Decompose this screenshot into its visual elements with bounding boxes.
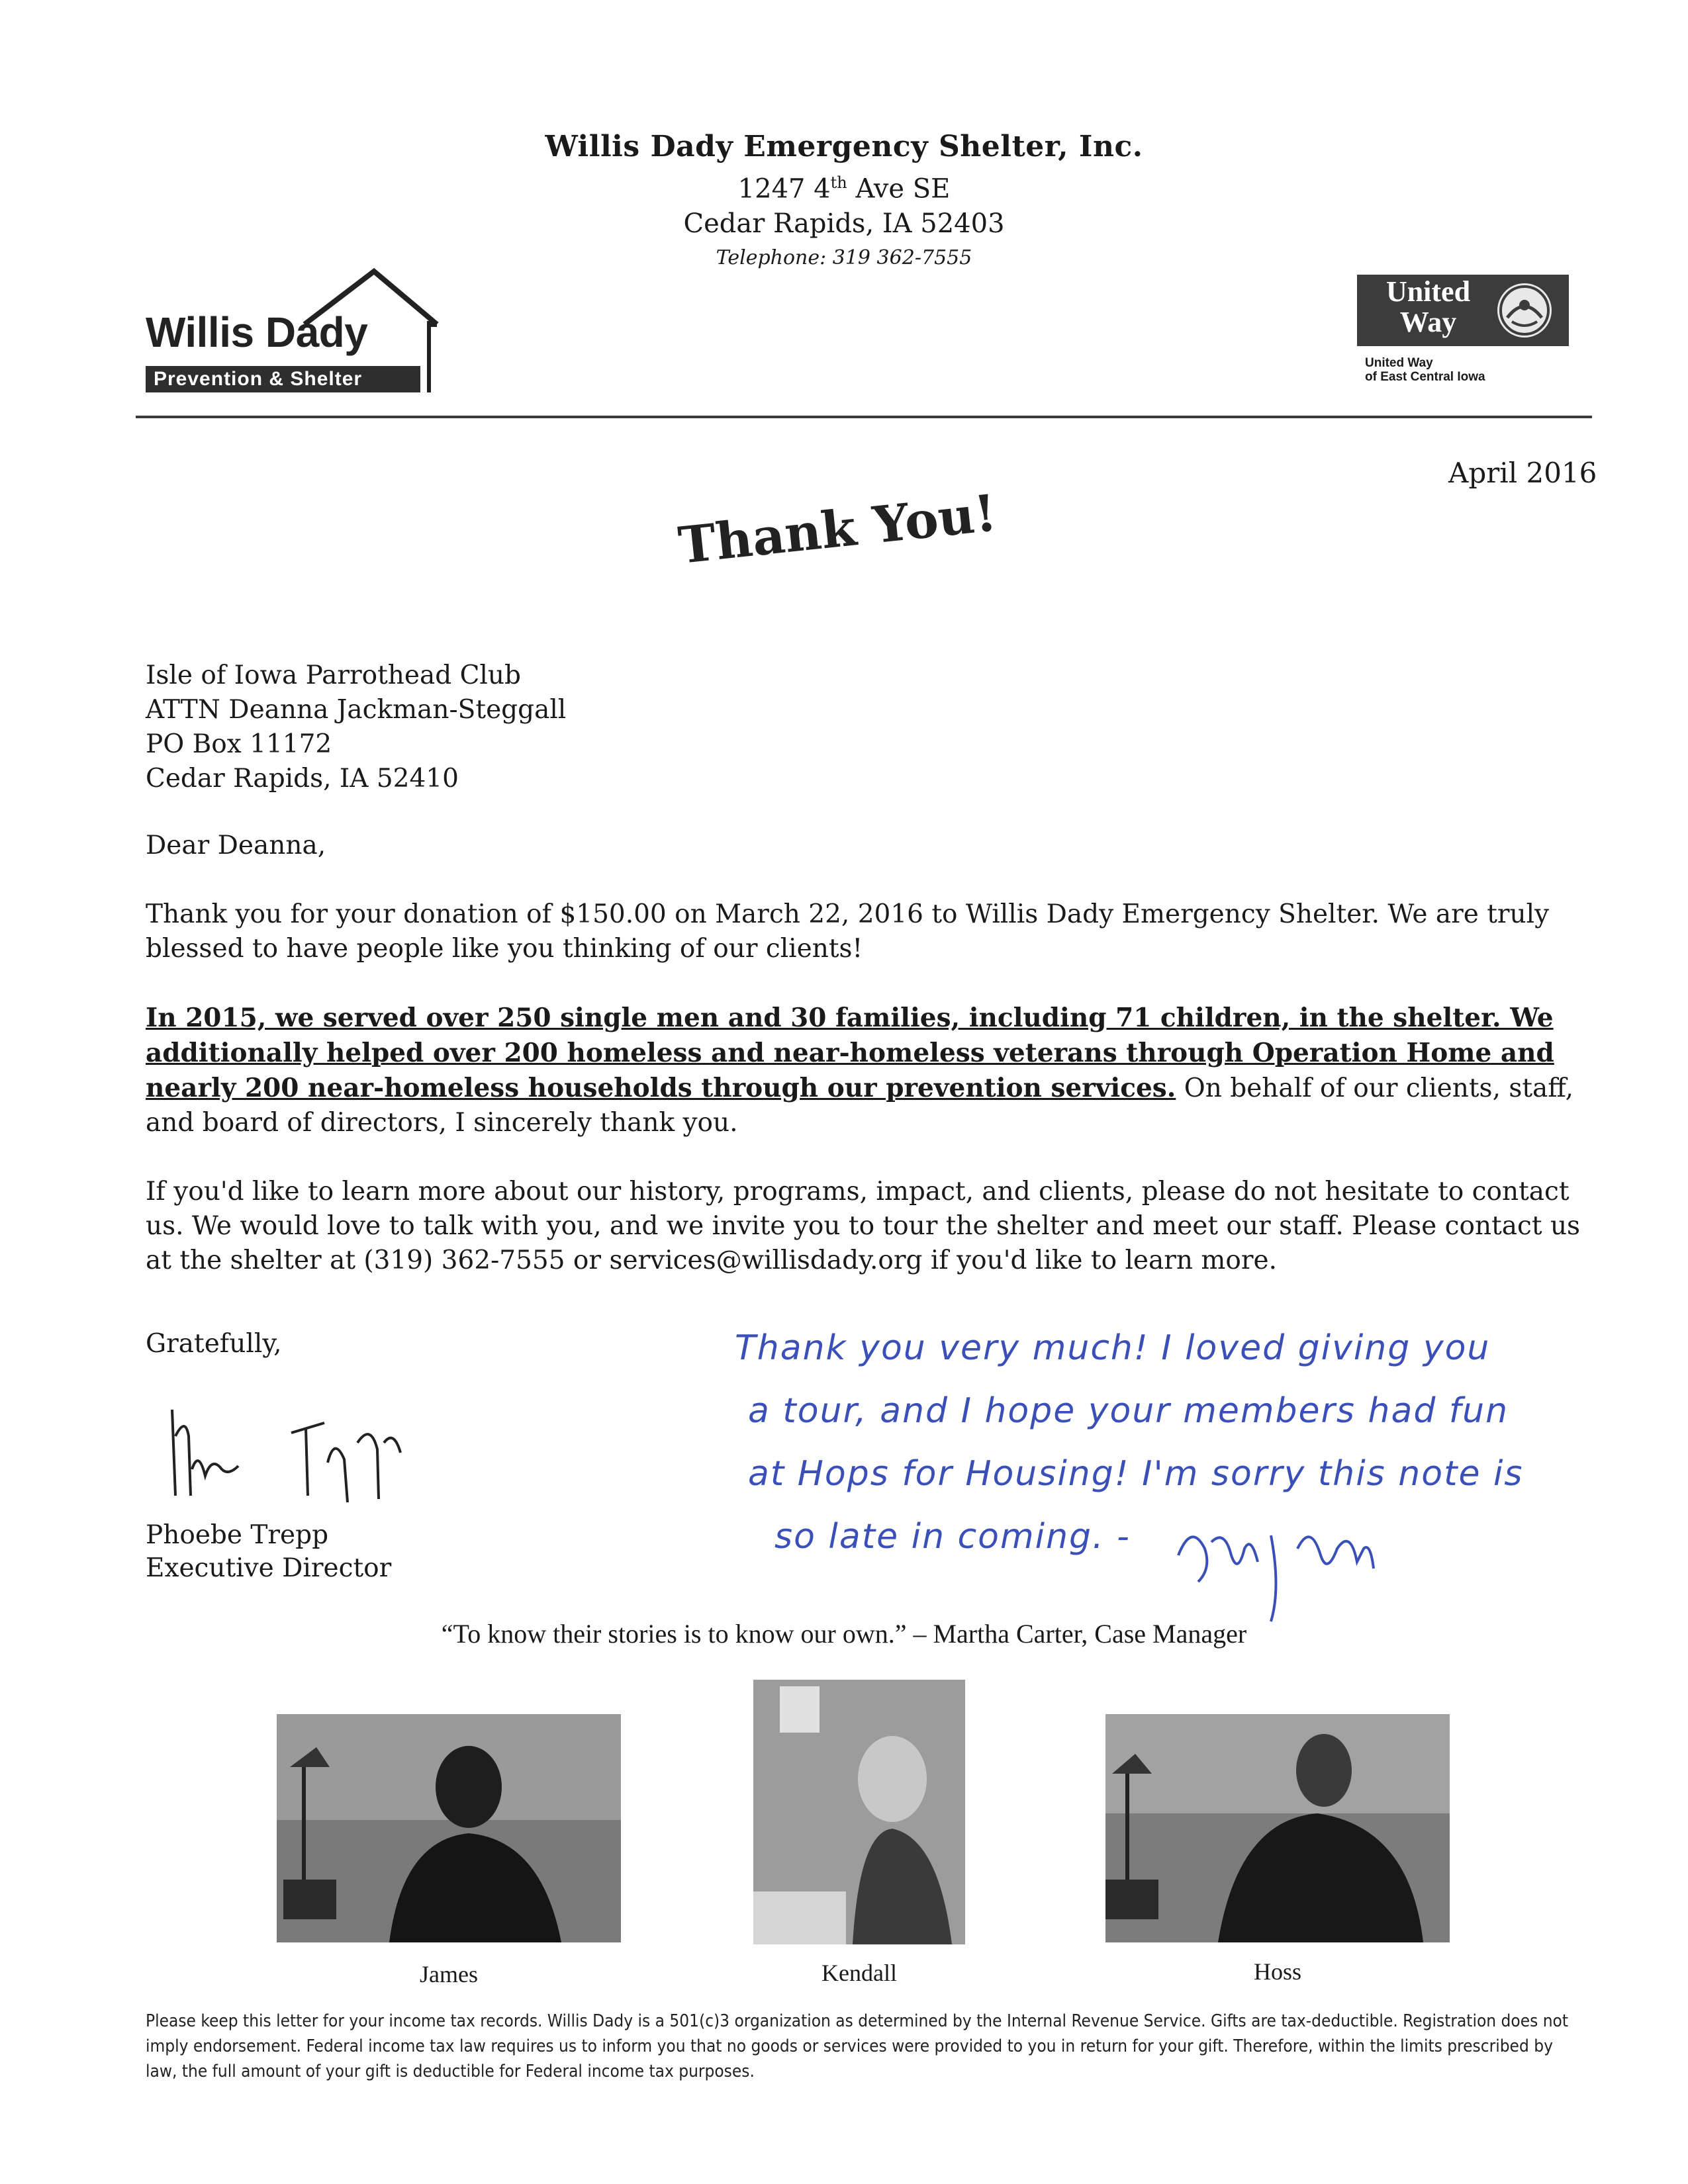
recipient-address: Isle of Iowa Parrothead Club ATTN Deanna Jackman-Steggall PO Box 11172 Cedar Rapids, IA 52410	[146, 660, 567, 794]
handwritten-signature	[1165, 1509, 1417, 1628]
organization-telephone: Telephone: 319 362-7555	[716, 246, 972, 269]
photo-kendall	[753, 1680, 965, 1944]
united-way-subtitle: United Way of East Central Iowa	[1365, 356, 1485, 384]
willis-dady-logo-name: Willis Dady	[146, 308, 368, 356]
photo-james	[277, 1714, 621, 1942]
handwritten-note: Thank you very much! I loved giving you a tour, and I hope your members had fun at Hops for Housing! I'm sorry this note is so late in coming. -	[735, 1328, 1524, 1557]
tax-disclaimer: Please keep this letter for your income tax records. Willis Dady is a 501(c)3 organization as determined by the Internal Revenue Service. Gifts are tax-deductible. Registration does not imply endorsement. Federal income tax law requires us to inform you that no goods or services were provided to you in return for your gift. Therefore, within the limits prescribed by law, the full amount of your gift is deductible for Federal income tax purposes.	[146, 2011, 1569, 2081]
organization-name: Willis Dady Emergency Shelter, Inc.	[545, 130, 1143, 163]
signer-title: Executive Director	[146, 1553, 392, 1583]
united-way-hand-icon	[1497, 283, 1552, 338]
impact-highlight: In 2015, we served over 250 single men and 30 families, including 71 children, in the shelter. We additionally helped over 200 homeless and near-homeless veterans through Operation Home and nearly 200 near-homeless households through our prevention services.	[146, 1003, 1554, 1103]
photo-caption: Kendall	[821, 1960, 897, 1986]
photo-caption: James	[420, 1961, 478, 1987]
closing: Gratefully,	[146, 1329, 282, 1359]
staff-quote: “To know their stories is to know our own.” – Martha Carter, Case Manager	[441, 1619, 1247, 1649]
letter-date: April 2016	[1448, 457, 1597, 489]
signer-name: Phoebe Trepp	[146, 1520, 329, 1550]
organization-city-address: Cedar Rapids, IA 52403	[683, 208, 1005, 239]
thank-you-heading: Thank You!	[675, 483, 1000, 575]
united-way-logo-text: United Way	[1385, 275, 1471, 338]
photo-caption: Hoss	[1253, 1958, 1302, 1985]
signature	[159, 1396, 410, 1516]
photo-hoss	[1105, 1714, 1450, 1942]
salutation: Dear Deanna,	[146, 831, 326, 860]
willis-dady-logo-tagline: Prevention & Shelter	[146, 366, 420, 392]
paragraph-contact: If you'd like to learn more about our history, programs, impact, and clients, please do not hesitate to contact us. We would love to talk with you, and we invite you to tour the shelter and meet our staff. Please contact us at the shelter at (319) 362-7555 or services@willisdady.org if you'd like to learn more.	[146, 1177, 1581, 1275]
signer-block	[146, 1519, 391, 1585]
paragraph-donation: Thank you for your donation of $150.00 on March 22, 2016 to Willis Dady Emergency Shelter. We are truly blessed to have people like you thinking of our clients!	[146, 899, 1550, 964]
header-divider	[136, 416, 1592, 418]
organization-street-address: 1247 4th Ave SE	[737, 173, 951, 205]
paragraph-impact: In 2015, we served over 250 single men and 30 families, including 71 children, in the shelter. We additionally helped over 200 homeless and near-homeless veterans through Operation Home and nearly 200 near-homeless households through our prevention services. On behalf of our clients, staff, and board of directors, I sincerely thank you.	[146, 1003, 1574, 1138]
